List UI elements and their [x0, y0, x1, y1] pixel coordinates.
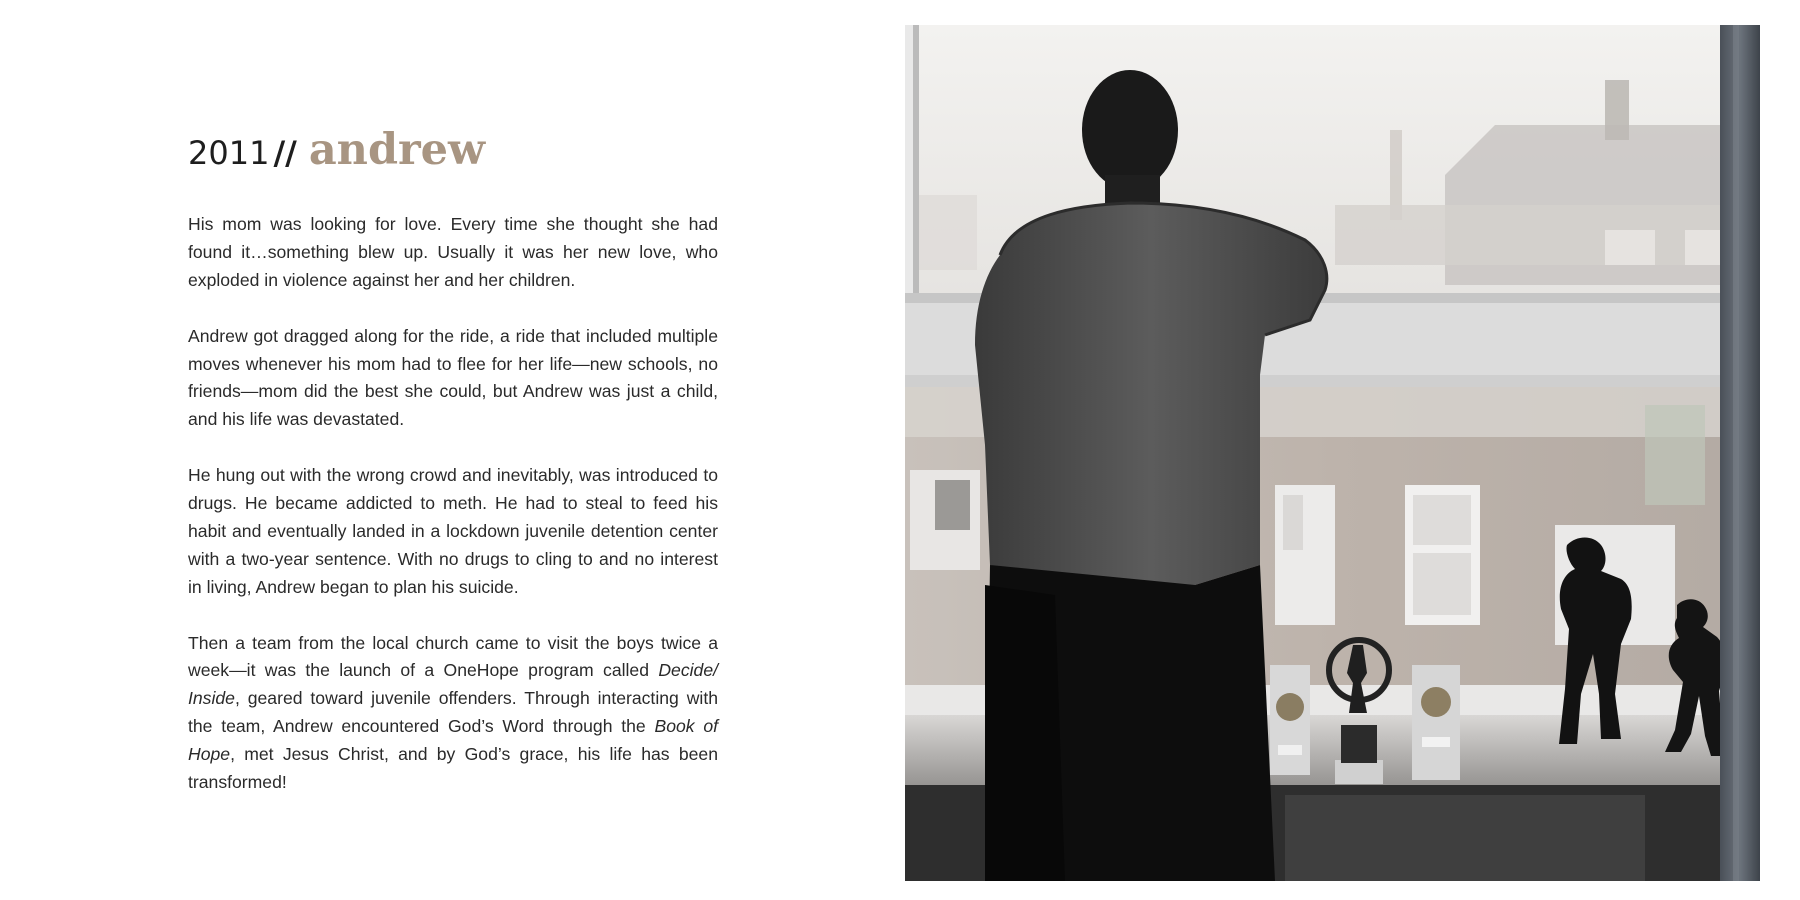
heading-name: andrew [308, 125, 486, 175]
heading-year: 2011 [188, 134, 270, 172]
paragraph-4-text-b: , geared toward juvenile offenders. Through interacting with the team, Andrew encountered God’s Word through the [188, 688, 718, 737]
window-photo [905, 25, 1785, 881]
story-paragraph-1: His mom was looking for love. Every time she thought she had found it…something blew up. Usually it was her new love, who exploded in violence against her and her children. [188, 214, 718, 290]
heading-separator: // [273, 134, 297, 172]
book-title-italic: Book of Hope [188, 716, 718, 765]
story-text-column [188, 122, 718, 825]
story-paragraph-3: He hung out with the wrong crowd and inevitably, was introduced to drugs. He became addicted to meth. He had to steal to feed his habit and eventually landed in a lockdown juvenile detention center with a two-year sentence. With no drugs to cling to and no interest in living, Andrew began to plan his suicide. [188, 465, 718, 597]
story-paragraph-2: Andrew got dragged along for the ride, a ride that included multiple moves whenever his mom had to flee for her life—new schools, no friends—mom did the best she could, but Andrew was just a child, and his life was devastated. [188, 325, 718, 430]
story-heading [188, 122, 718, 181]
program-name-italic: Decide/ Inside [188, 660, 718, 709]
story-paragraph-4 [188, 630, 718, 797]
photo-illustration [905, 25, 1785, 881]
paragraph-4-text-c: , met Jesus Christ, and by God’s grace, his life has been transformed! [188, 744, 718, 793]
paragraph-4-text-a: Then a team from the local church came to visit the boys twice a week—it was the launch of a OneHope program called [188, 632, 718, 681]
